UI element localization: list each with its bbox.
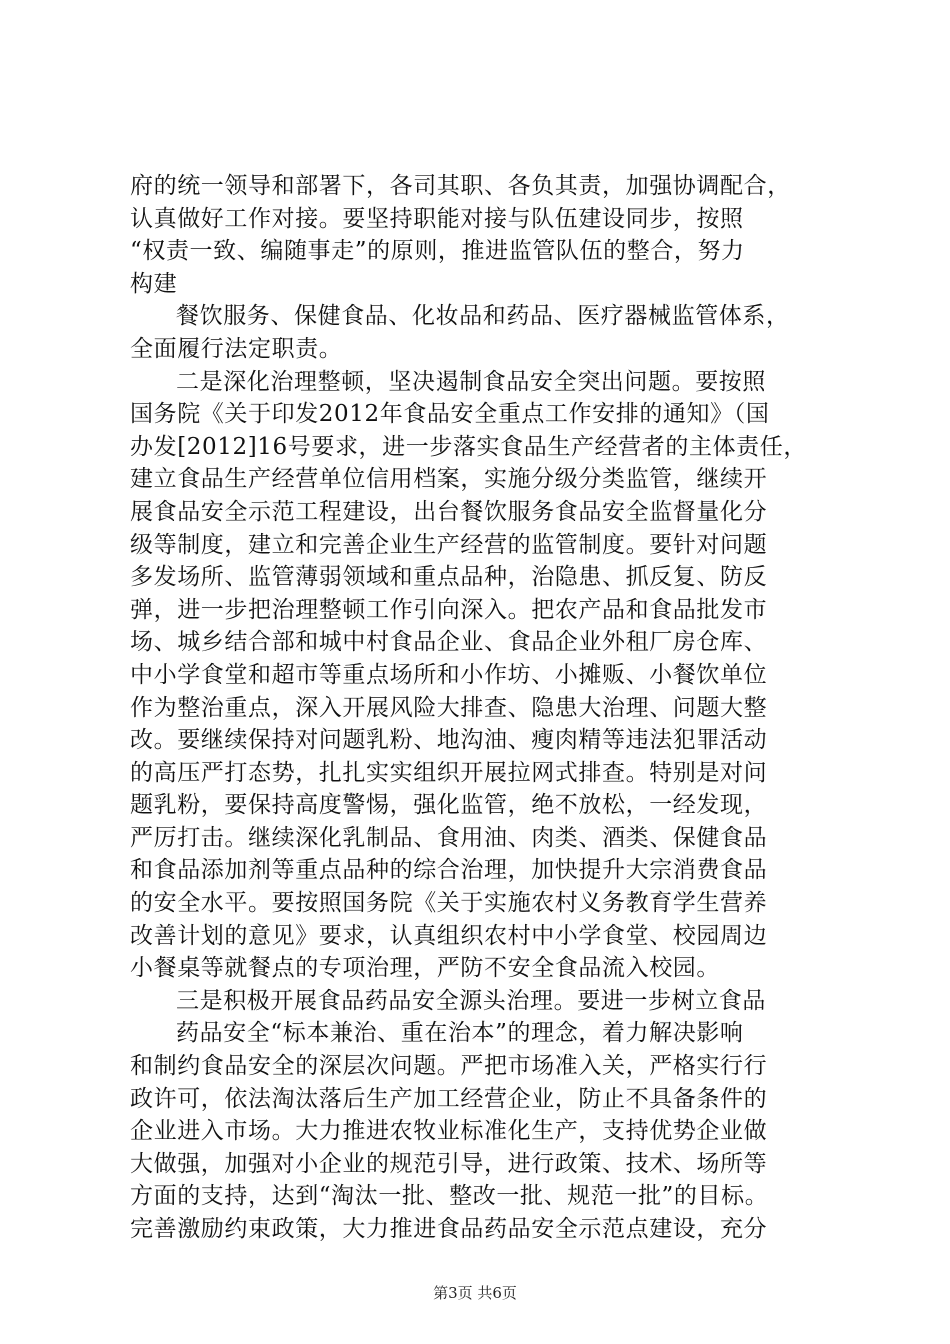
text-line: 改。要继续保持对问题乳粉、地沟油、瘦肉精等违法犯罪活动 — [130, 727, 768, 754]
text-line: 方面的支持，达到“淘汰一批、整改一批、规范一批”的目标。 — [130, 1183, 769, 1210]
text-line: 场、城乡结合部和城中村食品企业、食品企业外租厂房仓库、 — [130, 629, 768, 656]
text-line: 题乳粉，要保持高度警惕，强化监管，绝不放松，一经发现， — [130, 792, 768, 819]
text-line: 级等制度，建立和完善企业生产经营的监管制度。要针对问题 — [130, 531, 768, 558]
text-line: 严厉打击。继续深化乳制品、食用油、肉类、酒类、保健食品 — [130, 824, 768, 851]
text-line: 构建 — [130, 270, 178, 297]
text-line: 建立食品生产经营单位信用档案，实施分级分类监管，继续开 — [130, 466, 768, 493]
text-line: 和食品添加剂等重点品种的综合治理，加快提升大宗消费食品 — [130, 857, 768, 884]
text-line: “权责一致、编随事走”的原则，推进监管队伍的整合，努力 — [130, 238, 745, 265]
text-line: 作为整治重点，深入开展风险大排查、隐患大治理、问题大整 — [130, 694, 768, 721]
text-line: 二是深化治理整顿，坚决遏制食品安全突出问题。要按照 — [176, 368, 766, 395]
text-line: 完善激励约束政策，大力推进食品药品安全示范点建设，充分 — [130, 1216, 768, 1242]
text-line: 企业进入市场。大力推进农牧业标准化生产，支持优势企业做 — [130, 1118, 768, 1145]
text-line: 国务院《关于印发2012年食品安全重点工作安排的通知》（国 — [130, 401, 770, 428]
text-line: 展食品安全示范工程建设，出台餐饮服务食品安全监督量化分 — [130, 498, 768, 525]
text-line: 三是积极开展食品药品安全源头治理。要进一步树立食品 — [176, 987, 766, 1014]
text-line: 政许可，依法淘汰落后生产加工经营企业，防止不具备条件的 — [130, 1085, 768, 1112]
text-line: 小餐桌等就餐点的专项治理，严防不安全食品流入校园。 — [130, 955, 720, 982]
text-line: 大做强，加强对小企业的规范引导，进行政策、技术、场所等 — [130, 1150, 768, 1177]
text-line: 药品安全“标本兼治、重在治本”的理念，着力解决影响 — [176, 1020, 744, 1047]
text-line: 认真做好工作对接。要坚持职能对接与队伍建设同步，按照 — [130, 205, 744, 232]
text-line: 全面履行法定职责。 — [130, 335, 343, 362]
text-line: 的高压严打态势，扎扎实实组织开展拉网式排查。特别是对问 — [130, 759, 768, 786]
text-line: 的安全水平。要按照国务院《关于实施农村义务教育学生营养 — [130, 890, 768, 917]
page-footer: 第3页 共6页 — [433, 1284, 517, 1302]
text-line: 弹，进一步把治理整顿工作引向深入。把农产品和食品批发市 — [130, 596, 768, 623]
text-line: 多发场所、监管薄弱领域和重点品种，治隐患、抓反复、防反 — [130, 564, 768, 591]
text-line: 改善计划的意见》要求，认真组织农村中小学食堂、校园周边 — [130, 922, 768, 949]
text-line: 办发[2012]16号要求，进一步落实食品生产经营者的主体责任， — [130, 433, 807, 460]
text-line: 餐饮服务、保健食品、化妆品和药品、医疗器械监管体系， — [176, 303, 790, 330]
body-text — [130, 170, 830, 1246]
text-line: 和制约食品安全的深层次问题。严把市场准入关，严格实行行 — [130, 1053, 768, 1080]
text-line: 中小学食堂和超市等重点场所和小作坊、小摊贩、小餐饮单位 — [130, 661, 768, 688]
text-line: 府的统一领导和部署下，各司其职、各负其责，加强协调配合， — [130, 173, 791, 199]
